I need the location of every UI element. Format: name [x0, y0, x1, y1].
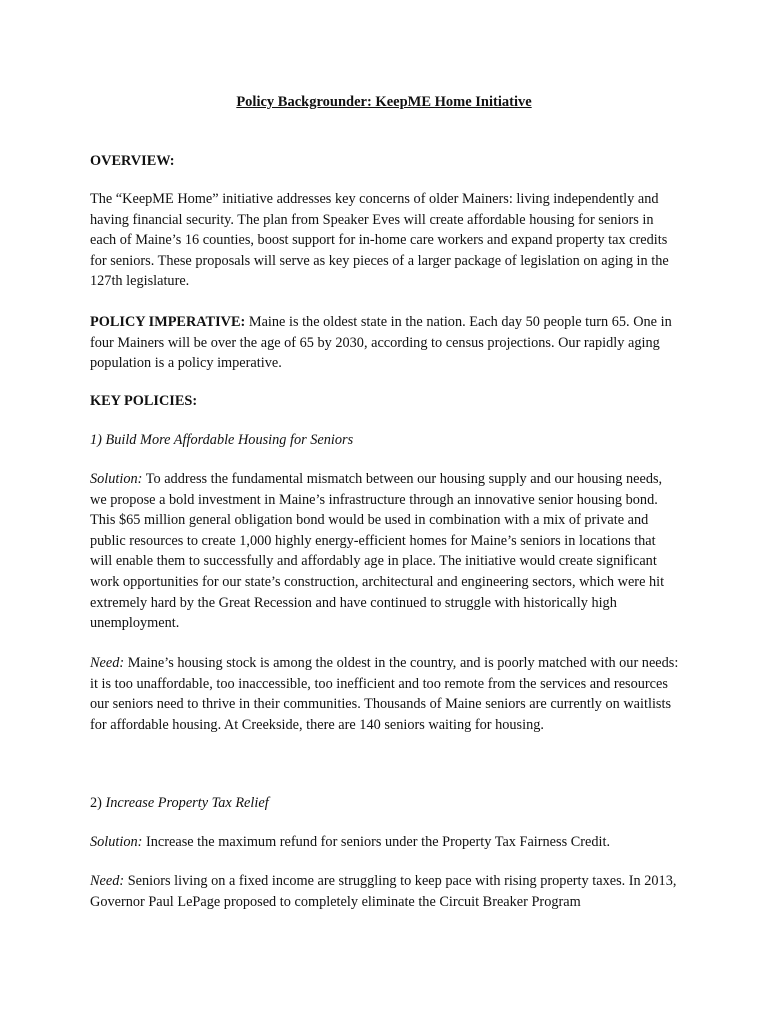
policy-imperative-text: Maine is the oldest state in the nation. Each day 50 people turn 65. One in four Mainers will be over the age of 65 by 2030, according to census projections. Our rapidly aging population is a policy imperative. — [90, 314, 672, 372]
policy2-number: 2) — [90, 795, 106, 811]
policy-imperative-paragraph — [90, 312, 680, 374]
policy-imperative-label: POLICY IMPERATIVE: — [90, 314, 246, 330]
policy2-heading-text: Increase Property Tax Relief — [105, 795, 269, 811]
policy1-solution-paragraph — [90, 469, 680, 634]
overview-heading: OVERVIEW: — [90, 153, 175, 169]
policy1-heading: 1) Build More Affordable Housing for Seniors — [90, 432, 354, 448]
policy1-need-paragraph — [90, 653, 680, 735]
policy2-solution-paragraph — [90, 832, 680, 853]
document-title — [0, 92, 768, 112]
policy1-need-label: Need: — [90, 655, 125, 671]
policy2-need-paragraph — [90, 871, 680, 912]
policy2-solution-text: Increase the maximum refund for seniors under the Property Tax Fairness Credit. — [142, 834, 611, 850]
policy1-need-text: Maine’s housing stock is among the oldest in the country, and is poorly matched with our needs: it is too unaffordable, too inaccessible, too inefficient and too remote from the services and resources our seniors need to thrive in their communities. Thousands of Maine seniors are currently on waitlists for affordable housing. At Creekside, there are 140 seniors waiting for housing. — [90, 655, 679, 733]
policy2-heading — [90, 793, 680, 814]
policy1-solution-text: To address the fundamental mismatch between our housing supply and our housing needs, we propose a bold investment in Maine’s infrastructure through an innovative senior housing bond. This $65 million general obligation bond would be used in combination with a mix of private and public resources to create 1,000 highly energy-efficient homes for Maine’s seniors in locations that will enable them to successfully and affordably age in place. The initiative would create significant work opportunities for our state’s construction, architectural and engineering sectors, which were hit extremely hard by the Great Recession and have continued to struggle with historically high unemployment. — [90, 471, 665, 632]
policy2-solution-label: Solution: — [90, 834, 143, 850]
document-title-text: Policy Backgrounder: KeepME Home Initiative — [236, 94, 532, 110]
key-policies-heading: KEY POLICIES: — [90, 393, 198, 409]
overview-paragraph: The “KeepME Home” initiative addresses key concerns of older Mainers: living independently and having financial security. The plan from Speaker Eves will create affordable housing for seniors in each of Maine’s 16 counties, boost support for in-home care workers and expand property tax credits for seniors. These proposals will serve as key pieces of a larger package of legislation on aging in the 127th legislature. — [90, 191, 669, 290]
policy1-solution-label: Solution: — [90, 471, 143, 487]
policy2-need-text: Seniors living on a fixed income are struggling to keep pace with rising property taxes. In 2013, Governor Paul LePage proposed to completely eliminate the Circuit Breaker Program — [90, 873, 677, 910]
policy2-need-label: Need: — [90, 873, 125, 889]
